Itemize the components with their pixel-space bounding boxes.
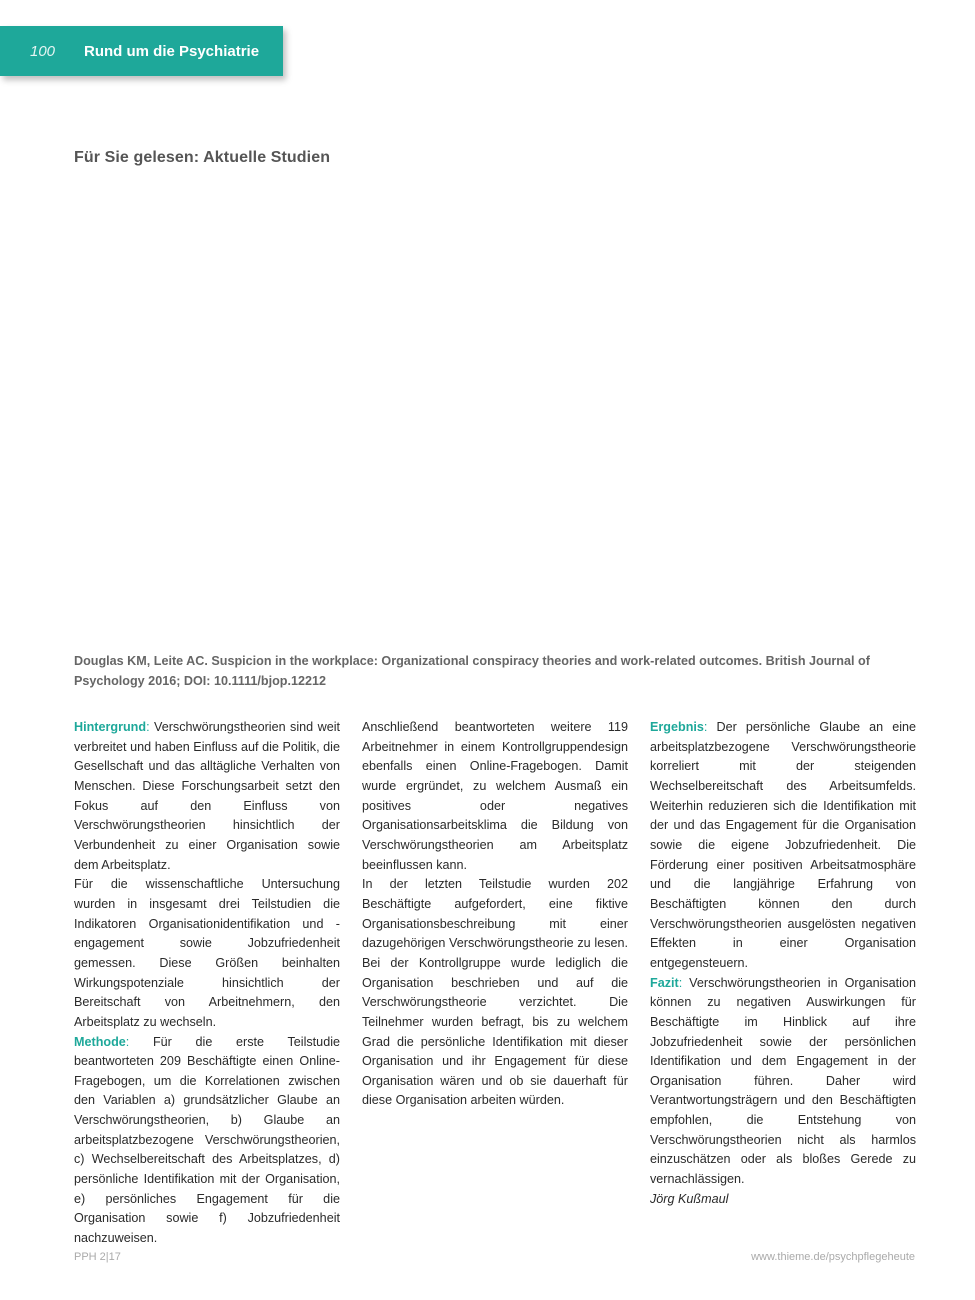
ergebnis-text: Der persönliche Glaube an eine arbeitsplatzbezogene Verschwörungstheorie korreliert mit der steigenden Wechselbereitschaft des Arbeitsumfelds. Weiterhin reduzieren sich die Identifikation mit der und das Engagement für die Organisation sowie die eigene Jobzufriedenheit. Die Förderung einer positiven Arbeitsatmosphäre und die langjährige Erfahrung von Beschäftigten können den durch Verschwörungstheorien ausgelösten negativen Effekten in einer Organisation entgegensteuern. [650,720,916,970]
section-header-band [0,26,283,76]
fazit-text: Verschwörungstheorien in Organisation können zu negativen Auswirkungen für Beschäftigte im Hinblick auf ihre Jobzufriedenheit sowie der persönlichen Identifikation und dem Engagement in der Organisation führen. Daher wird Verantwortungsträgern und den Beschäftigten empfohlen, die Entstehung von Verschwörungstheorien nicht als harmlos einzuschätzen oder als bloßes Gerede zu vernachlässigen. [650,975,916,1187]
sub-heading: Für Sie gelesen: Aktuelle Studien [74,149,331,166]
label-methode: Methode [74,1034,126,1049]
paragraph-fazit [650,974,916,1190]
author-name: Jörg Kußmaul [650,1191,729,1206]
label-fazit: Fazit [650,975,679,990]
paragraph-hintergrund-2: Für die wissenschaftliche Untersuchung wurden in insgesamt drei Teilstudien die Indikatoren Organisationidentifikation und -engagement sowie Jobzufriedenheit gemessen. Diese Größen beinhalten Wirkungspotenziale hinsichtlich der Bereitschaft von Arbeitnehmern, den Arbeitsplatz zu wechseln. [74,877,340,1029]
paragraph-ergebnis [650,718,916,974]
paragraph-hintergrund [74,718,340,875]
article-column-3 [650,718,916,1209]
footer-url[interactable]: www.thieme.de/psychpflegeheute [751,1251,915,1263]
section-title: Rund um die Psychiatrie [84,43,260,60]
label-colon: : [146,720,150,734]
paragraph-methode-3: In der letzten Teilstudie wurden 202 Beschäftigte aufgefordert, eine fiktive Organisationsbeschreibung mit einer dazugehörigen Verschwörungstheorie zu lesen. Bei der Kontrollgruppe wurde lediglich die Organisation beschrieben und auf die Verschwörungstheorie verzichtet. Die Teilnehmer wurden befragt, bis zu welchem Grad die persönliche Identifikation mit dieser Organisation und ihr Engagement für diese Organisation wären und ob sie dauerhaft für diese Organisation arbeiten würden. [362,877,628,1108]
hintergrund-text: Verschwörungstheorien sind weit verbreitet und haben Einfluss auf die Politik, die Gesellschaft und das alltägliche Verhalten von Menschen. Diese Forschungsarbeit setzt den Fokus auf den Einfluss von Verschwörungstheorien hinsichtlich der Verbundenheit zu einer Organisation sowie dem Arbeitsplatz. [74,720,340,872]
label-colon: : [125,1034,130,1049]
paragraph-methode-2: Anschließend beantworteten weitere 119 Arbeitnehmer in einem Kontrollgruppendesign ebenfalls einen Online-Fragebogen. Damit wurde ergründet, zu welchem Ausmaß ein positives oder negatives Organisationsarbeitsklima die Bildung von Verschwörungstheorien am Arbeitsplatz beeinflussen kann. [362,720,628,872]
label-hintergrund: Hintergrund [74,720,147,734]
paragraph-methode [74,1033,340,1249]
label-ergebnis: Ergebnis [650,720,704,734]
article-reference: Douglas KM, Leite AC. Suspicion in the workplace: Organizational conspiracy theories and work-related outcomes. British Journal of Psychology 2016; DOI: 10.1111/bjop.12212 [74,654,870,688]
page-number: 100 [30,43,56,60]
label-colon: : [703,720,708,734]
methode-text: Für die erste Teilstudie beantworteten 209 Beschäftigte einen Online-Fragebogen, um die Korrelationen zwischen den Variablen a) grundsätzlicher Glaube an Verschwörungstheorien, b) Glaube an arbeitsplatzbezogene Verschwörungstheorien, c) Wechselbereitschaft des Arbeitsplatzes, d) persönliche Identifikation mit der Organisation, e) persönliches Engagement für die Organisation sowie f) Jobzufriedenheit nachzuweisen. [74,1034,340,1246]
article-column-1 [74,718,340,1249]
label-colon: : [678,975,683,990]
footer-issue: PPH 2|17 [74,1251,121,1263]
article-column-2 [362,718,628,1111]
